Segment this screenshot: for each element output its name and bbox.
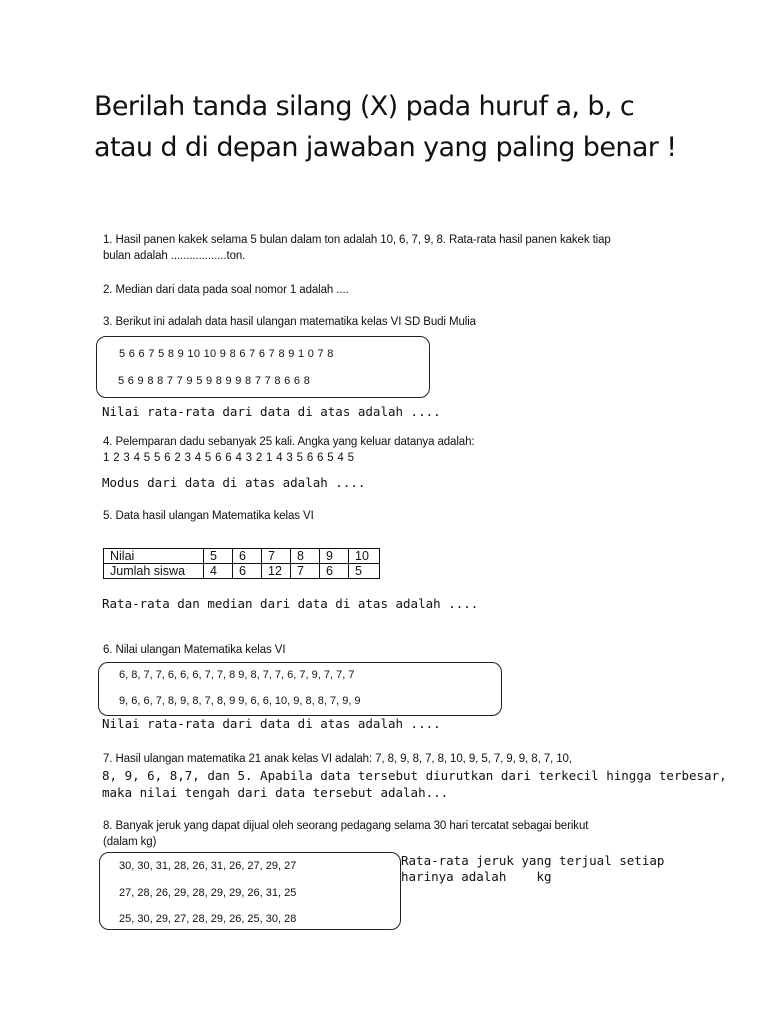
grades-table	[103, 548, 380, 579]
question-5: 5. Data hasil ulangan Matematika kelas VI	[103, 510, 314, 522]
table-cell: 4	[204, 564, 233, 579]
question-8-line-2: (dalam kg)	[103, 836, 157, 848]
question-8-data-row-1: 30, 30, 31, 28, 26, 31, 26, 27, 29, 27	[119, 860, 297, 872]
question-3-data-row-1: 5 6 6 7 5 8 9 10 10 9 8 6 7 6 7 8 9 1 0 7 8	[119, 348, 334, 360]
question-2: 2. Median dari data pada soal nomor 1 adalah ....	[103, 284, 349, 296]
question-4-prompt: Modus dari data di atas adalah ....	[102, 475, 366, 490]
question-3-prompt: Nilai rata-rata dari data di atas adalah ....	[102, 404, 441, 419]
question-6-data-row-2: 9, 6, 6, 7, 8, 9, 8, 7, 8, 9 9, 6, 6, 10, 9, 8, 8, 7, 9, 9	[119, 695, 361, 707]
question-6-prompt: Nilai rata-rata dari data di atas adalah ....	[102, 716, 441, 731]
question-8-line-1: 8. Banyak jeruk yang dapat dijual oleh seorang pedagang selama 30 hari tercatat sebagai berikut	[103, 820, 589, 832]
question-6-data-row-1: 6, 8, 7, 7, 6, 6, 6, 7, 7, 8 9, 8, 7, 7, 6, 7, 9, 7, 7, 7	[119, 669, 355, 681]
table-cell: 6	[233, 564, 262, 579]
question-8-data-row-2: 27, 28, 26, 29, 28, 29, 29, 26, 31, 25	[119, 887, 297, 899]
question-7-line-2: 8, 9, 6, 8,7, dan 5. Apabila data tersebut diurutkan dari terkecil hingga terbesar,	[102, 768, 727, 783]
question-3-data-row-2: 5 6 9 8 8 7 7 9 5 9 8 9 9 8 7 7 8 6 6 8	[118, 375, 311, 387]
table-row	[104, 549, 380, 564]
table-row	[104, 564, 380, 579]
table-cell: 6	[320, 564, 349, 579]
question-7-line-3: maka nilai tengah dari data tersebut adalah...	[102, 785, 449, 800]
table-cell: 8	[291, 549, 320, 564]
instruction-heading: Berilah tanda silang (X) pada huruf a, b, c atau d di depan jawaban yang paling benar !	[94, 91, 677, 163]
table-cell: 7	[262, 549, 291, 564]
table-header-nilai: Nilai	[104, 549, 204, 564]
table-cell: 9	[320, 549, 349, 564]
table-cell: 5	[349, 564, 380, 579]
table-cell: 12	[262, 564, 291, 579]
question-4-data: 1 2 3 4 5 5 6 2 3 4 5 6 6 4 3 2 1 4 3 5 6 6 5 4 5	[103, 452, 355, 464]
question-8-prompt-line-2: harinya adalah kg	[401, 869, 552, 884]
question-4: 4. Pelemparan dadu sebanyak 25 kali. Angka yang keluar datanya adalah:	[103, 436, 475, 448]
question-5-prompt: Rata-rata dan median dari data di atas adalah ....	[102, 596, 479, 611]
table-header-jumlah-siswa: Jumlah siswa	[104, 564, 204, 579]
question-1-line-2: bulan adalah ..................ton.	[103, 250, 246, 262]
question-3-data-box	[96, 336, 430, 398]
table-cell: 10	[349, 549, 380, 564]
question-8-data-row-3: 25, 30, 29, 27, 28, 29, 26, 25, 30, 28	[119, 913, 297, 925]
question-6: 6. Nilai ulangan Matematika kelas VI	[103, 644, 286, 656]
table-cell: 6	[233, 549, 262, 564]
question-3: 3. Berikut ini adalah data hasil ulangan matematika kelas VI SD Budi Mulia	[103, 316, 476, 328]
question-8-prompt-line-1: Rata-rata jeruk yang terjual setiap	[401, 853, 665, 868]
question-7-line-1: 7. Hasil ulangan matematika 21 anak kelas VI adalah: 7, 8, 9, 8, 7, 8, 10, 9, 5, 7, 9, 9, 8, 7, 10,	[103, 753, 572, 765]
question-1-line-1: 1. Hasil panen kakek selama 5 bulan dalam ton adalah 10, 6, 7, 9, 8. Rata-rata hasil panen kakek tiap	[103, 234, 611, 246]
table-cell: 7	[291, 564, 320, 579]
table-cell: 5	[204, 549, 233, 564]
